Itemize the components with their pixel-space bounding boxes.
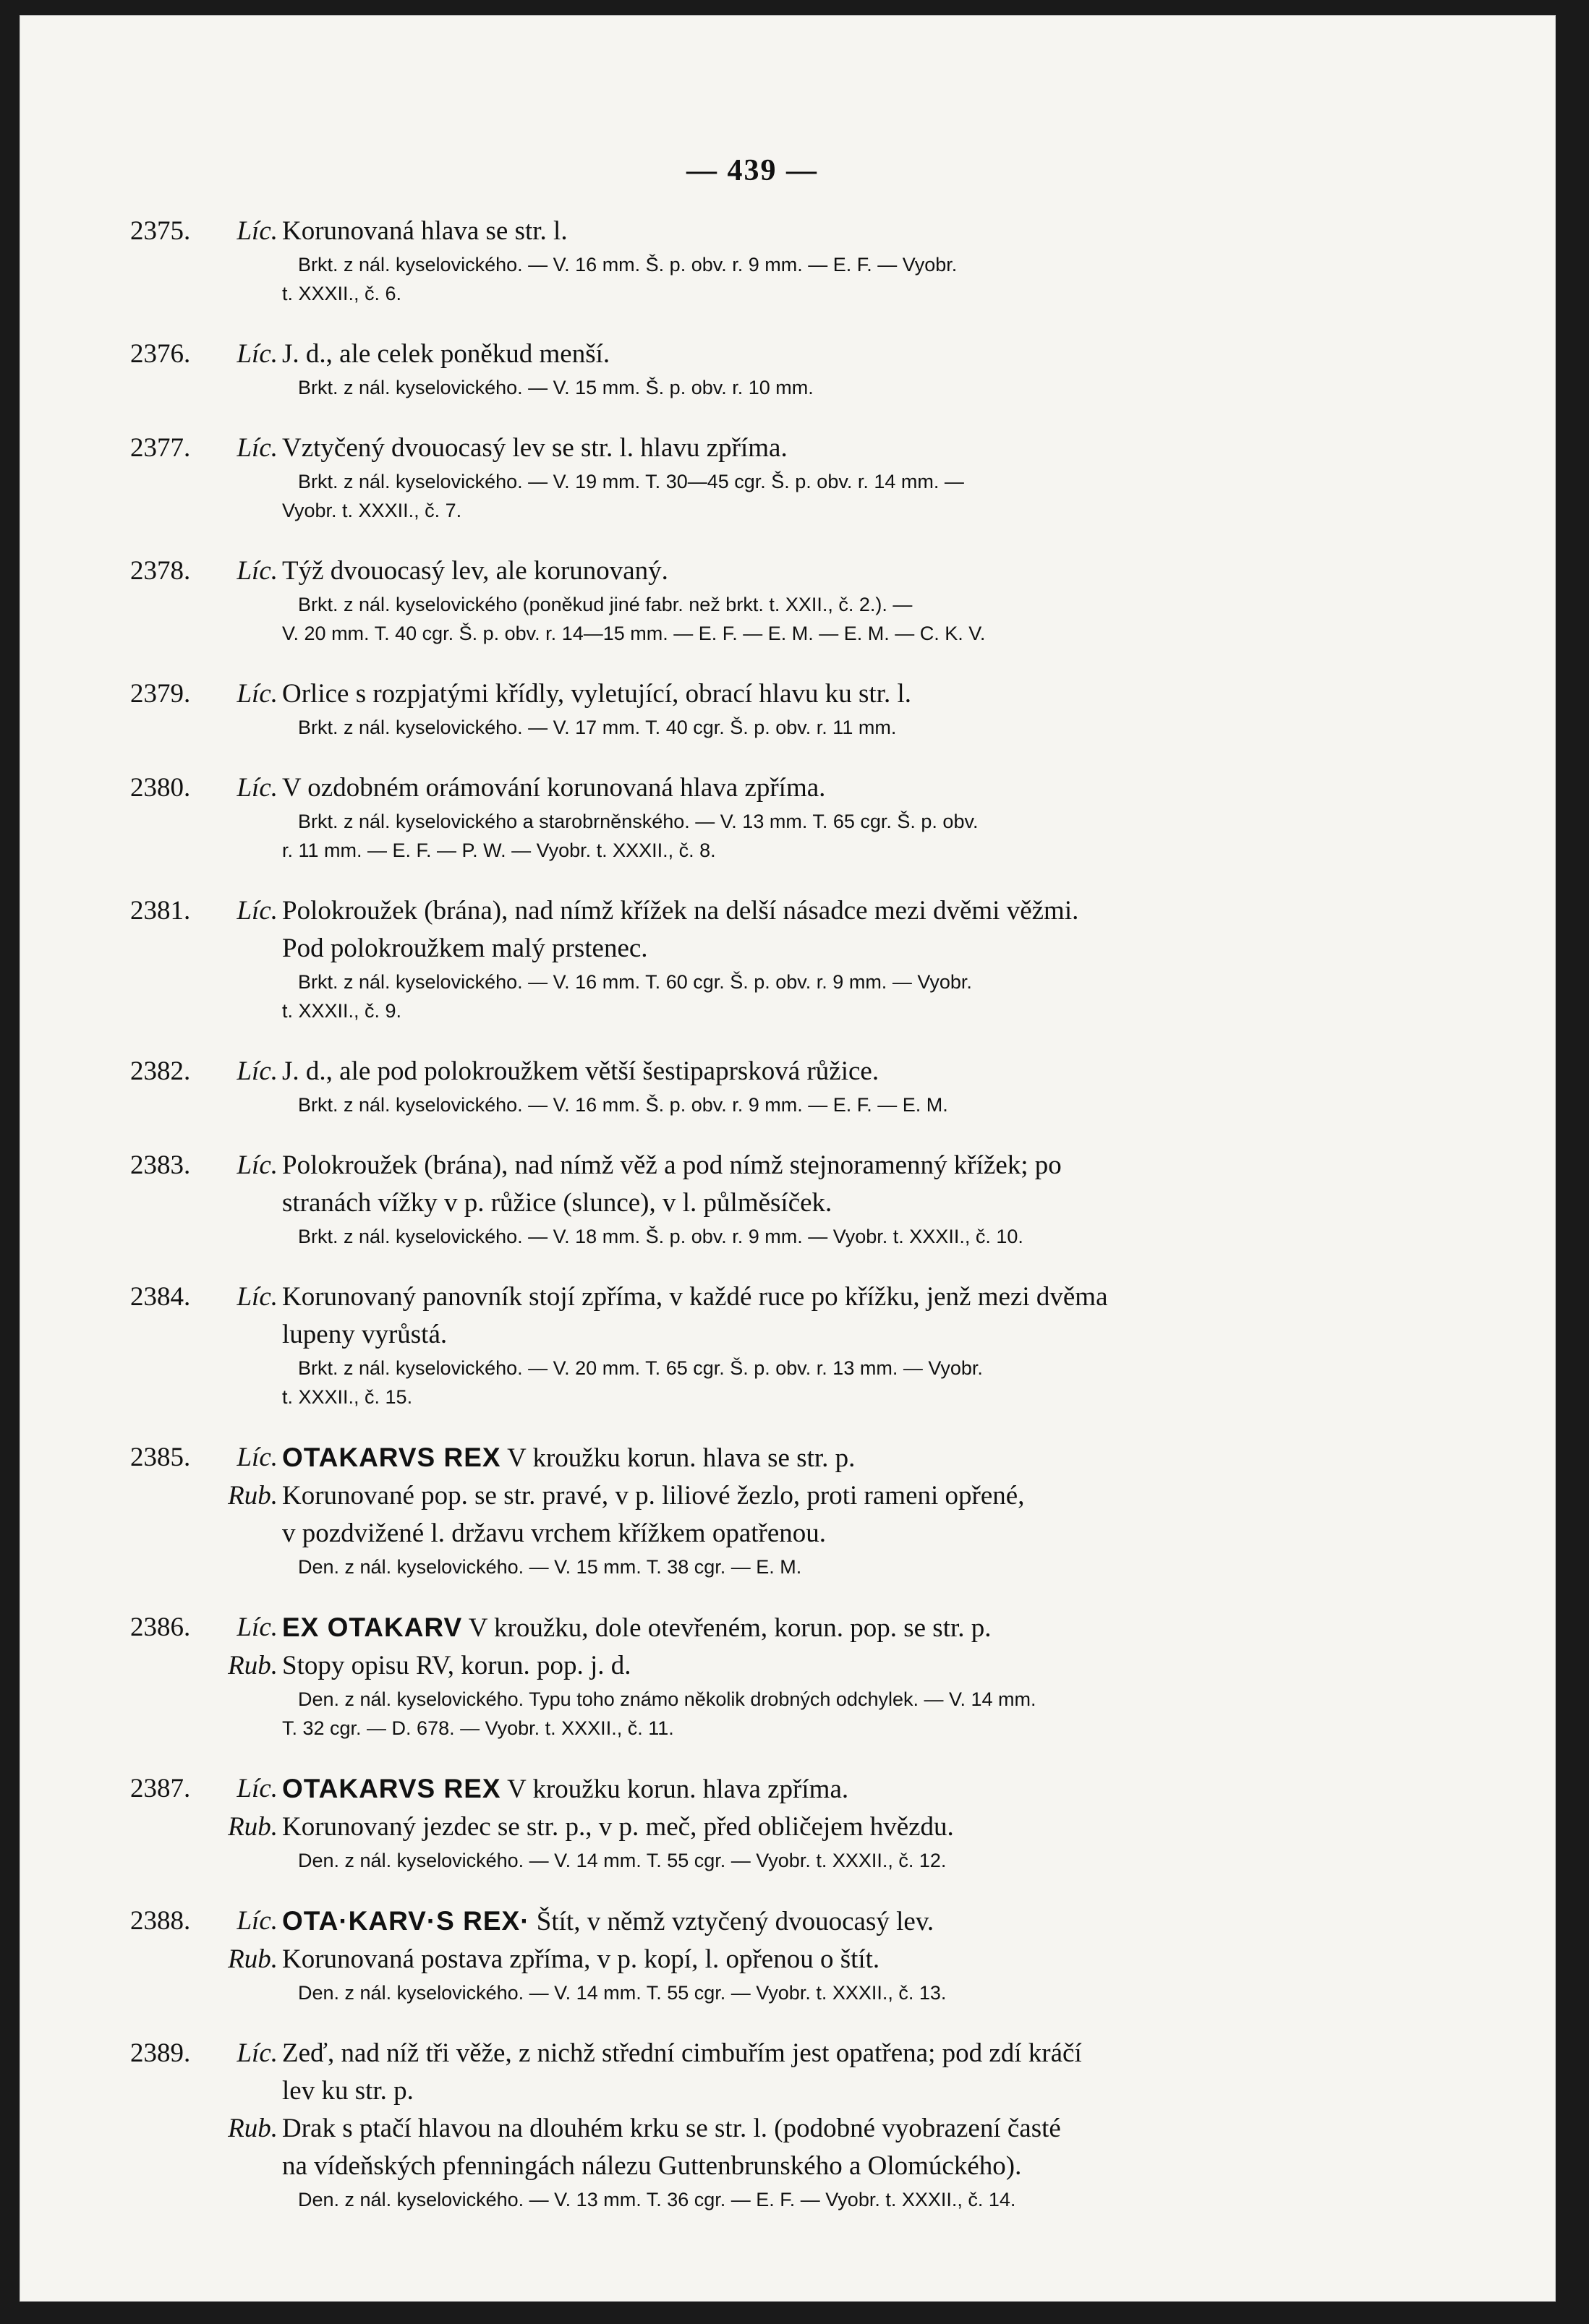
description-text: J. d., ale celek poněkud menší. xyxy=(282,339,610,369)
entry-note: t. XXXII., č. 9. xyxy=(282,1000,402,1022)
entry-line xyxy=(130,1439,1374,1477)
side-label: Rub. xyxy=(228,1481,278,1511)
entry-number: 2377. xyxy=(130,433,191,463)
entry-line xyxy=(130,1184,1374,1222)
side-label: Rub. xyxy=(228,1944,278,1974)
entry-note: Den. z nál. kyselovického. — V. 15 mm. T. 38 cgr. — E. M. xyxy=(298,1556,802,1578)
coin-legend: OTAKARVS REX xyxy=(282,1443,501,1472)
side-label: Líc. xyxy=(237,773,278,803)
description-text: Korunovaný jezdec se str. p., v p. meč, před obličejem hvězdu. xyxy=(282,1812,954,1842)
side-label: Líc. xyxy=(237,339,278,369)
entry-number: 2379. xyxy=(130,679,191,709)
entry-line xyxy=(130,675,1374,713)
description-text: Týž dvouocasý lev, ale korunovaný. xyxy=(282,556,668,586)
side-label: Líc. xyxy=(237,679,278,709)
entry-number: 2380. xyxy=(130,773,191,803)
entry-number: 2382. xyxy=(130,1056,191,1086)
entry-note: t. XXXII., č. 15. xyxy=(282,1386,413,1408)
description-text: Polokroužek (brána), nad nímž křížek na delší násadce mezi dvěmi věžmi. xyxy=(282,896,1079,926)
entry-line xyxy=(130,1941,1374,1978)
entry-number: 2381. xyxy=(130,896,191,926)
entry-line xyxy=(130,1316,1374,1354)
description-text: J. d., ale pod polokroužkem větší šestipaprsková růžice. xyxy=(282,1056,879,1086)
description-text: lev ku str. p. xyxy=(282,2076,414,2106)
side-label: Líc. xyxy=(237,896,278,926)
entry-line xyxy=(130,769,1374,807)
description-text: V kroužku korun. hlava se str. p. xyxy=(500,1443,856,1473)
side-label: Rub. xyxy=(228,1651,278,1680)
description-text: V kroužku korun. hlava zpříma. xyxy=(500,1774,849,1804)
coin-legend: EX OTAKARV xyxy=(282,1612,463,1642)
catalog-entry xyxy=(130,1439,1374,1581)
entry-note: Brkt. z nál. kyselovického. — V. 15 mm. Š. p. obv. r. 10 mm. xyxy=(298,377,814,398)
catalog-entry xyxy=(130,1609,1374,1743)
entry-note: Brkt. z nál. kyselovického a starobrněnského. — V. 13 mm. T. 65 cgr. Š. p. obv. xyxy=(298,811,979,832)
catalog-entry xyxy=(130,2035,1374,2214)
side-label: Líc. xyxy=(237,216,278,246)
entry-note: Brkt. z nál. kyselovického. — V. 18 mm. Š. p. obv. r. 9 mm. — Vyobr. t. XXXII., č. 10. xyxy=(298,1226,1023,1247)
catalog-entry xyxy=(130,1770,1374,1875)
entry-line xyxy=(130,1053,1374,1090)
side-label: Líc. xyxy=(237,1906,278,1936)
side-label: Rub. xyxy=(228,2114,278,2143)
description-text: Korunovaná hlava se str. l. xyxy=(282,216,568,246)
description-text: Korunovaný panovník stojí zpříma, v každé ruce po křížku, jenž mezi dvěma xyxy=(282,1282,1108,1312)
page-content xyxy=(130,153,1374,2242)
entry-line xyxy=(130,1147,1374,1184)
entry-line xyxy=(130,552,1374,590)
entry-line xyxy=(130,1477,1374,1515)
description-text: Vztyčený dvouocasý lev se str. l. hlavu zpříma. xyxy=(282,433,788,463)
entry-number: 2384. xyxy=(130,1282,191,1312)
coin-legend: OTA·KARV·S REX· xyxy=(282,1906,530,1936)
entry-line xyxy=(130,2110,1374,2148)
entry-list xyxy=(130,213,1374,2214)
catalog-entry xyxy=(130,769,1374,865)
entry-line xyxy=(130,430,1374,467)
entry-note: Brkt. z nál. kyselovického. — V. 20 mm. T. 65 cgr. Š. p. obv. r. 13 mm. — Vyobr. xyxy=(298,1357,983,1379)
entry-number: 2385. xyxy=(130,1443,191,1472)
page-number: — 439 — xyxy=(686,154,818,187)
entry-note: Brkt. z nál. kyselovického. — V. 16 mm. T. 60 cgr. Š. p. obv. r. 9 mm. — Vyobr. xyxy=(298,971,972,993)
catalog-entry xyxy=(130,892,1374,1025)
entry-note: Brkt. z nál. kyselovického. — V. 17 mm. T. 40 cgr. Š. p. obv. r. 11 mm. xyxy=(298,717,897,738)
catalog-entry xyxy=(130,552,1374,648)
entry-note: Brkt. z nál. kyselovického (poněkud jiné fabr. než brkt. t. XXII., č. 2.). — xyxy=(298,594,913,615)
description-text: lupeny vyrůstá. xyxy=(282,1320,448,1349)
entry-number: 2389. xyxy=(130,2038,191,2068)
entry-number: 2376. xyxy=(130,339,191,369)
side-label: Líc. xyxy=(237,1282,278,1312)
description-text: Orlice s rozpjatými křídly, vyletující, obrací hlavu ku str. l. xyxy=(282,679,911,709)
description-text: V kroužku, dole otevřeném, korun. pop. se str. p. xyxy=(462,1613,992,1643)
entry-number: 2387. xyxy=(130,1774,191,1803)
entry-note: Brkt. z nál. kyselovického. — V. 19 mm. T. 30—45 cgr. Š. p. obv. r. 14 mm. — xyxy=(298,471,964,492)
entry-line xyxy=(130,1647,1374,1685)
description-text: Korunovaná postava zpříma, v p. kopí, l. opřenou o štít. xyxy=(282,1944,880,1974)
entry-line xyxy=(130,2072,1374,2110)
description-text: Zeď, nad níž tři věže, z nichž střední cimbuřím jest opatřena; pod zdí kráčí xyxy=(282,2038,1082,2068)
catalog-entry xyxy=(130,675,1374,742)
entry-note: Den. z nál. kyselovického. — V. 14 mm. T. 55 cgr. — Vyobr. t. XXXII., č. 13. xyxy=(298,1982,947,2004)
description-text: v pozdvižené l. državu vrchem křížkem opatřenou. xyxy=(282,1518,827,1548)
description-text: Korunované pop. se str. pravé, v p. liliové žezlo, proti rameni opřené, xyxy=(282,1481,1025,1511)
description-text: stranách vížky v p. růžice (slunce), v l. půlměsíček. xyxy=(282,1188,832,1218)
entry-line xyxy=(130,1902,1374,1941)
side-label: Líc. xyxy=(237,2038,278,2068)
catalog-entry xyxy=(130,1278,1374,1411)
entry-number: 2388. xyxy=(130,1906,191,1936)
entry-line xyxy=(130,2035,1374,2072)
entry-note: T. 32 cgr. — D. 678. — Vyobr. t. XXXII., č. 11. xyxy=(282,1717,674,1739)
scanned-page xyxy=(20,16,1555,2301)
entry-number: 2375. xyxy=(130,216,191,246)
side-label: Rub. xyxy=(228,1812,278,1842)
entry-note: Brkt. z nál. kyselovického. — V. 16 mm. Š. p. obv. r. 9 mm. — E. F. — Vyobr. xyxy=(298,254,958,275)
entry-note: Den. z nál. kyselovického. — V. 13 mm. T. 36 cgr. — E. F. — Vyobr. t. XXXII., č. 14. xyxy=(298,2189,1016,2210)
entry-line xyxy=(130,336,1374,373)
entry-line xyxy=(130,1770,1374,1808)
side-label: Líc. xyxy=(237,1612,278,1642)
side-label: Líc. xyxy=(237,556,278,586)
entry-note: Den. z nál. kyselovického. — V. 14 mm. T. 55 cgr. — Vyobr. t. XXXII., č. 12. xyxy=(298,1850,947,1871)
entry-number: 2386. xyxy=(130,1612,191,1642)
entry-number: 2378. xyxy=(130,556,191,586)
catalog-entry xyxy=(130,1147,1374,1251)
description-text: Polokroužek (brána), nad nímž věž a pod nímž stejnoramenný křížek; po xyxy=(282,1150,1062,1180)
entry-number: 2383. xyxy=(130,1150,191,1180)
entry-line xyxy=(130,1609,1374,1647)
entry-note: Den. z nál. kyselovického. Typu toho známo několik drobných odchylek. — V. 14 mm. xyxy=(298,1688,1036,1710)
side-label: Líc. xyxy=(237,433,278,463)
description-text: Pod polokroužkem malý prstenec. xyxy=(282,934,648,963)
entry-line xyxy=(130,1278,1374,1316)
catalog-entry xyxy=(130,213,1374,308)
catalog-entry xyxy=(130,336,1374,402)
description-text: Drak s ptačí hlavou na dlouhém krku se str. l. (podobné vyobrazení časté xyxy=(282,2114,1061,2143)
coin-legend: OTAKARVS REX xyxy=(282,1774,501,1803)
side-label: Líc. xyxy=(237,1056,278,1086)
entry-note: V. 20 mm. T. 40 cgr. Š. p. obv. r. 14—15 mm. — E. F. — E. M. — E. M. — C. K. V. xyxy=(282,623,986,644)
side-label: Líc. xyxy=(237,1443,278,1472)
catalog-entry xyxy=(130,430,1374,525)
entry-line xyxy=(130,213,1374,250)
entry-line xyxy=(130,930,1374,967)
description-text: Štít, v němž vztyčený dvouocasý lev. xyxy=(529,1907,934,1936)
entry-line xyxy=(130,2148,1374,2185)
entry-note: Vyobr. t. XXXII., č. 7. xyxy=(282,500,462,521)
entry-note: Brkt. z nál. kyselovického. — V. 16 mm. Š. p. obv. r. 9 mm. — E. F. — E. M. xyxy=(298,1094,948,1116)
description-text: V ozdobném orámování korunovaná hlava zpříma. xyxy=(282,773,826,803)
catalog-entry xyxy=(130,1053,1374,1119)
entry-line xyxy=(130,1515,1374,1552)
side-label: Líc. xyxy=(237,1774,278,1803)
catalog-entry xyxy=(130,1902,1374,2007)
entry-line xyxy=(130,1808,1374,1846)
entry-note: t. XXXII., č. 6. xyxy=(282,283,402,304)
description-text: Stopy opisu RV, korun. pop. j. d. xyxy=(282,1651,631,1680)
side-label: Líc. xyxy=(237,1150,278,1180)
entry-line xyxy=(130,892,1374,930)
description-text: na vídeňských pfenningách nálezu Guttenbrunského a Olomúckého). xyxy=(282,2151,1022,2181)
entry-note: r. 11 mm. — E. F. — P. W. — Vyobr. t. XXXII., č. 8. xyxy=(282,840,716,861)
